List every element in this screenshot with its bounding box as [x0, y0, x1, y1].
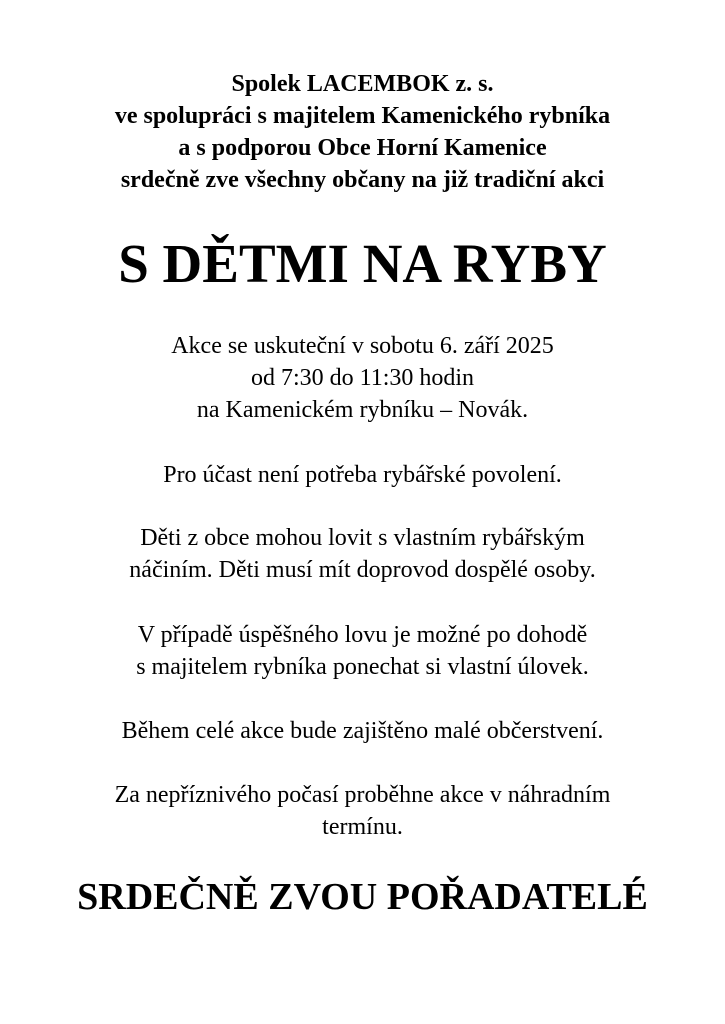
event-title: S DĚTMI NA RYBY — [118, 233, 607, 294]
intro-line-support: a s podporou Obce Horní Kamenice — [178, 135, 547, 161]
event-time-line: od 7:30 do 11:30 hodin — [250, 365, 475, 391]
intro-line-cooperation: ve spolupráci s majitelem Kamenického rybníka — [114, 103, 611, 129]
intro-line-organizer: Spolek LACEMBOK z. s. — [231, 71, 494, 97]
event-location-line: na Kamenickém rybníku – Novák. — [196, 397, 529, 423]
children-line-2: náčiním. Děti musí mít doprovod dospělé osoby. — [129, 557, 596, 583]
organizer-intro — [0, 68, 725, 196]
closing-signature: SRDEČNĚ ZVOU POŘADATELÉ — [77, 876, 648, 918]
catch-line-2: s majitelem rybníka ponechat si vlastní úlovek. — [136, 654, 589, 680]
catch-line-1: V případě úspěšného lovu je možné po dohodě — [137, 622, 588, 648]
refreshments-line: Během celé akce bude zajištěno malé občerstvení. — [121, 718, 604, 744]
children-note — [0, 522, 725, 586]
weather-line-2: termínu. — [322, 814, 403, 840]
event-details — [0, 330, 725, 426]
catch-note — [0, 619, 725, 683]
weather-note — [0, 779, 725, 843]
permit-line: Pro účast není potřeba rybářské povolení. — [163, 462, 562, 488]
permit-note — [0, 459, 725, 491]
intro-line-invitation: srdečně zve všechny občany na již tradiční akci — [120, 167, 605, 193]
refreshments-note — [0, 715, 725, 747]
event-date-line: Akce se uskuteční v sobotu 6. září 2025 — [171, 333, 554, 359]
weather-line-1: Za nepříznivého počasí proběhne akce v náhradním — [114, 782, 611, 808]
children-line-1: Děti z obce mohou lovit s vlastním rybářským — [140, 525, 585, 551]
